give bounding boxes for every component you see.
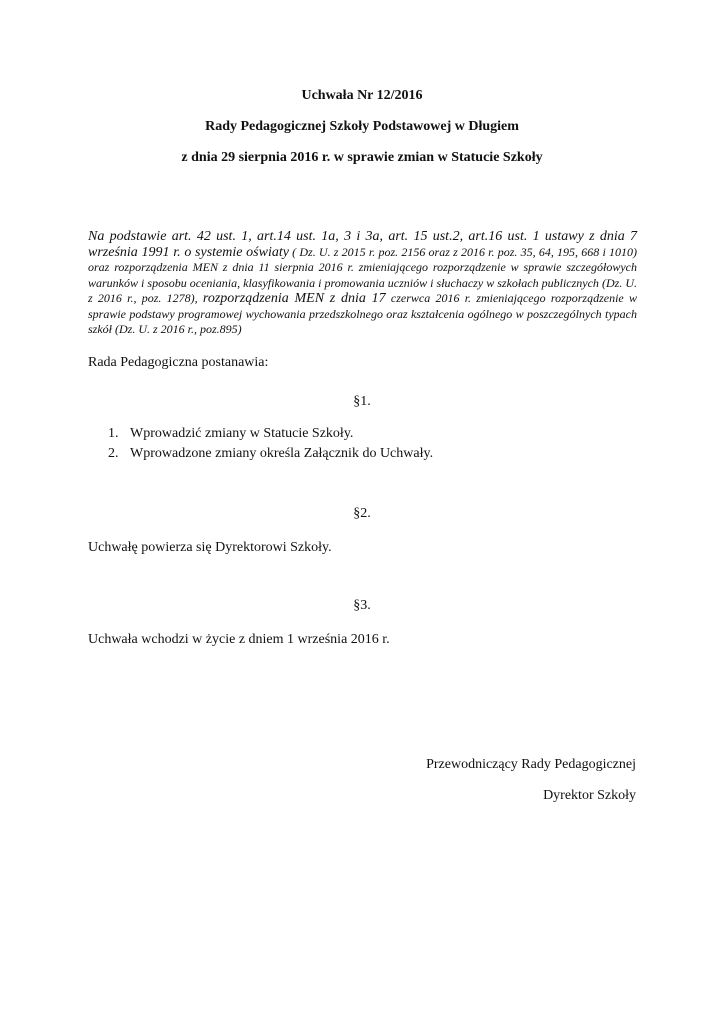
list-item-number: 1. bbox=[108, 426, 119, 441]
section-2-text: Uchwałę powierza się Dyrektorowi Szkoły. bbox=[88, 540, 332, 555]
legal-basis-preamble bbox=[88, 229, 637, 338]
signature-director: Dyrektor Szkoły bbox=[543, 788, 636, 803]
council-resolves: Rada Pedagogiczna postanawia: bbox=[88, 355, 269, 370]
resolution-number: Uchwała Nr 12/2016 bbox=[301, 88, 423, 103]
list-item bbox=[108, 444, 433, 464]
preamble-lead: Na podstawie art. 42 ust. 1, art.14 ust. 1a, 3 i 3a, art. 15 ust.2, art.16 ust. 1 ustawy z dnia 7 września 1991 r. o systemie oświaty bbox=[88, 229, 637, 260]
section-3-heading: §3. bbox=[353, 598, 371, 613]
list-item-text: Wprowadzone zmiany określa Załącznik do Uchwały. bbox=[130, 446, 434, 461]
section-1-heading: §1. bbox=[353, 394, 371, 409]
list-item-text: Wprowadzić zmiany w Statucie Szkoły. bbox=[130, 426, 354, 441]
signature-chair: Przewodniczący Rady Pedagogicznej bbox=[426, 757, 636, 772]
preamble-rest: ( Dz. U. z 2015 r. poz. 2156 oraz z 2016 r. poz. 35, 64, 195, 668 i 1010) oraz rozporządzenia MEN z dnia 11 sierpnia 2016 r. zmieniającego rozporządzenie w sprawie szczegółowych warunków i sposobu oceniania, klasyfikowania i promowania uczniów i słuchaczy w szkołach publicznych (Dz. U. z 2016 r., poz. 1278), bbox=[88, 244, 638, 305]
preamble-end: czerwca 2016 r. zmieniającego rozporządzenie w sprawie podstawy programowej wychowania przedszkolnego oraz kształcenia ogólnego w poszczególnych typach szkół (Dz. U. z 2016 r., poz.895) bbox=[88, 291, 638, 336]
list-item bbox=[108, 424, 433, 444]
section-3-text: Uchwała wchodzi w życie z dniem 1 września 2016 r. bbox=[88, 632, 390, 647]
list-item-number: 2. bbox=[108, 446, 119, 461]
council-name: Rady Pedagogicznej Szkoły Podstawowej w Długiem bbox=[205, 119, 519, 134]
section-1-list bbox=[108, 424, 433, 464]
resolution-subject: z dnia 29 sierpnia 2016 r. w sprawie zmian w Statucie Szkoły bbox=[181, 150, 543, 165]
section-2-heading: §2. bbox=[353, 506, 371, 521]
preamble-mid: rozporządzenia MEN z dnia 17 bbox=[202, 291, 386, 306]
